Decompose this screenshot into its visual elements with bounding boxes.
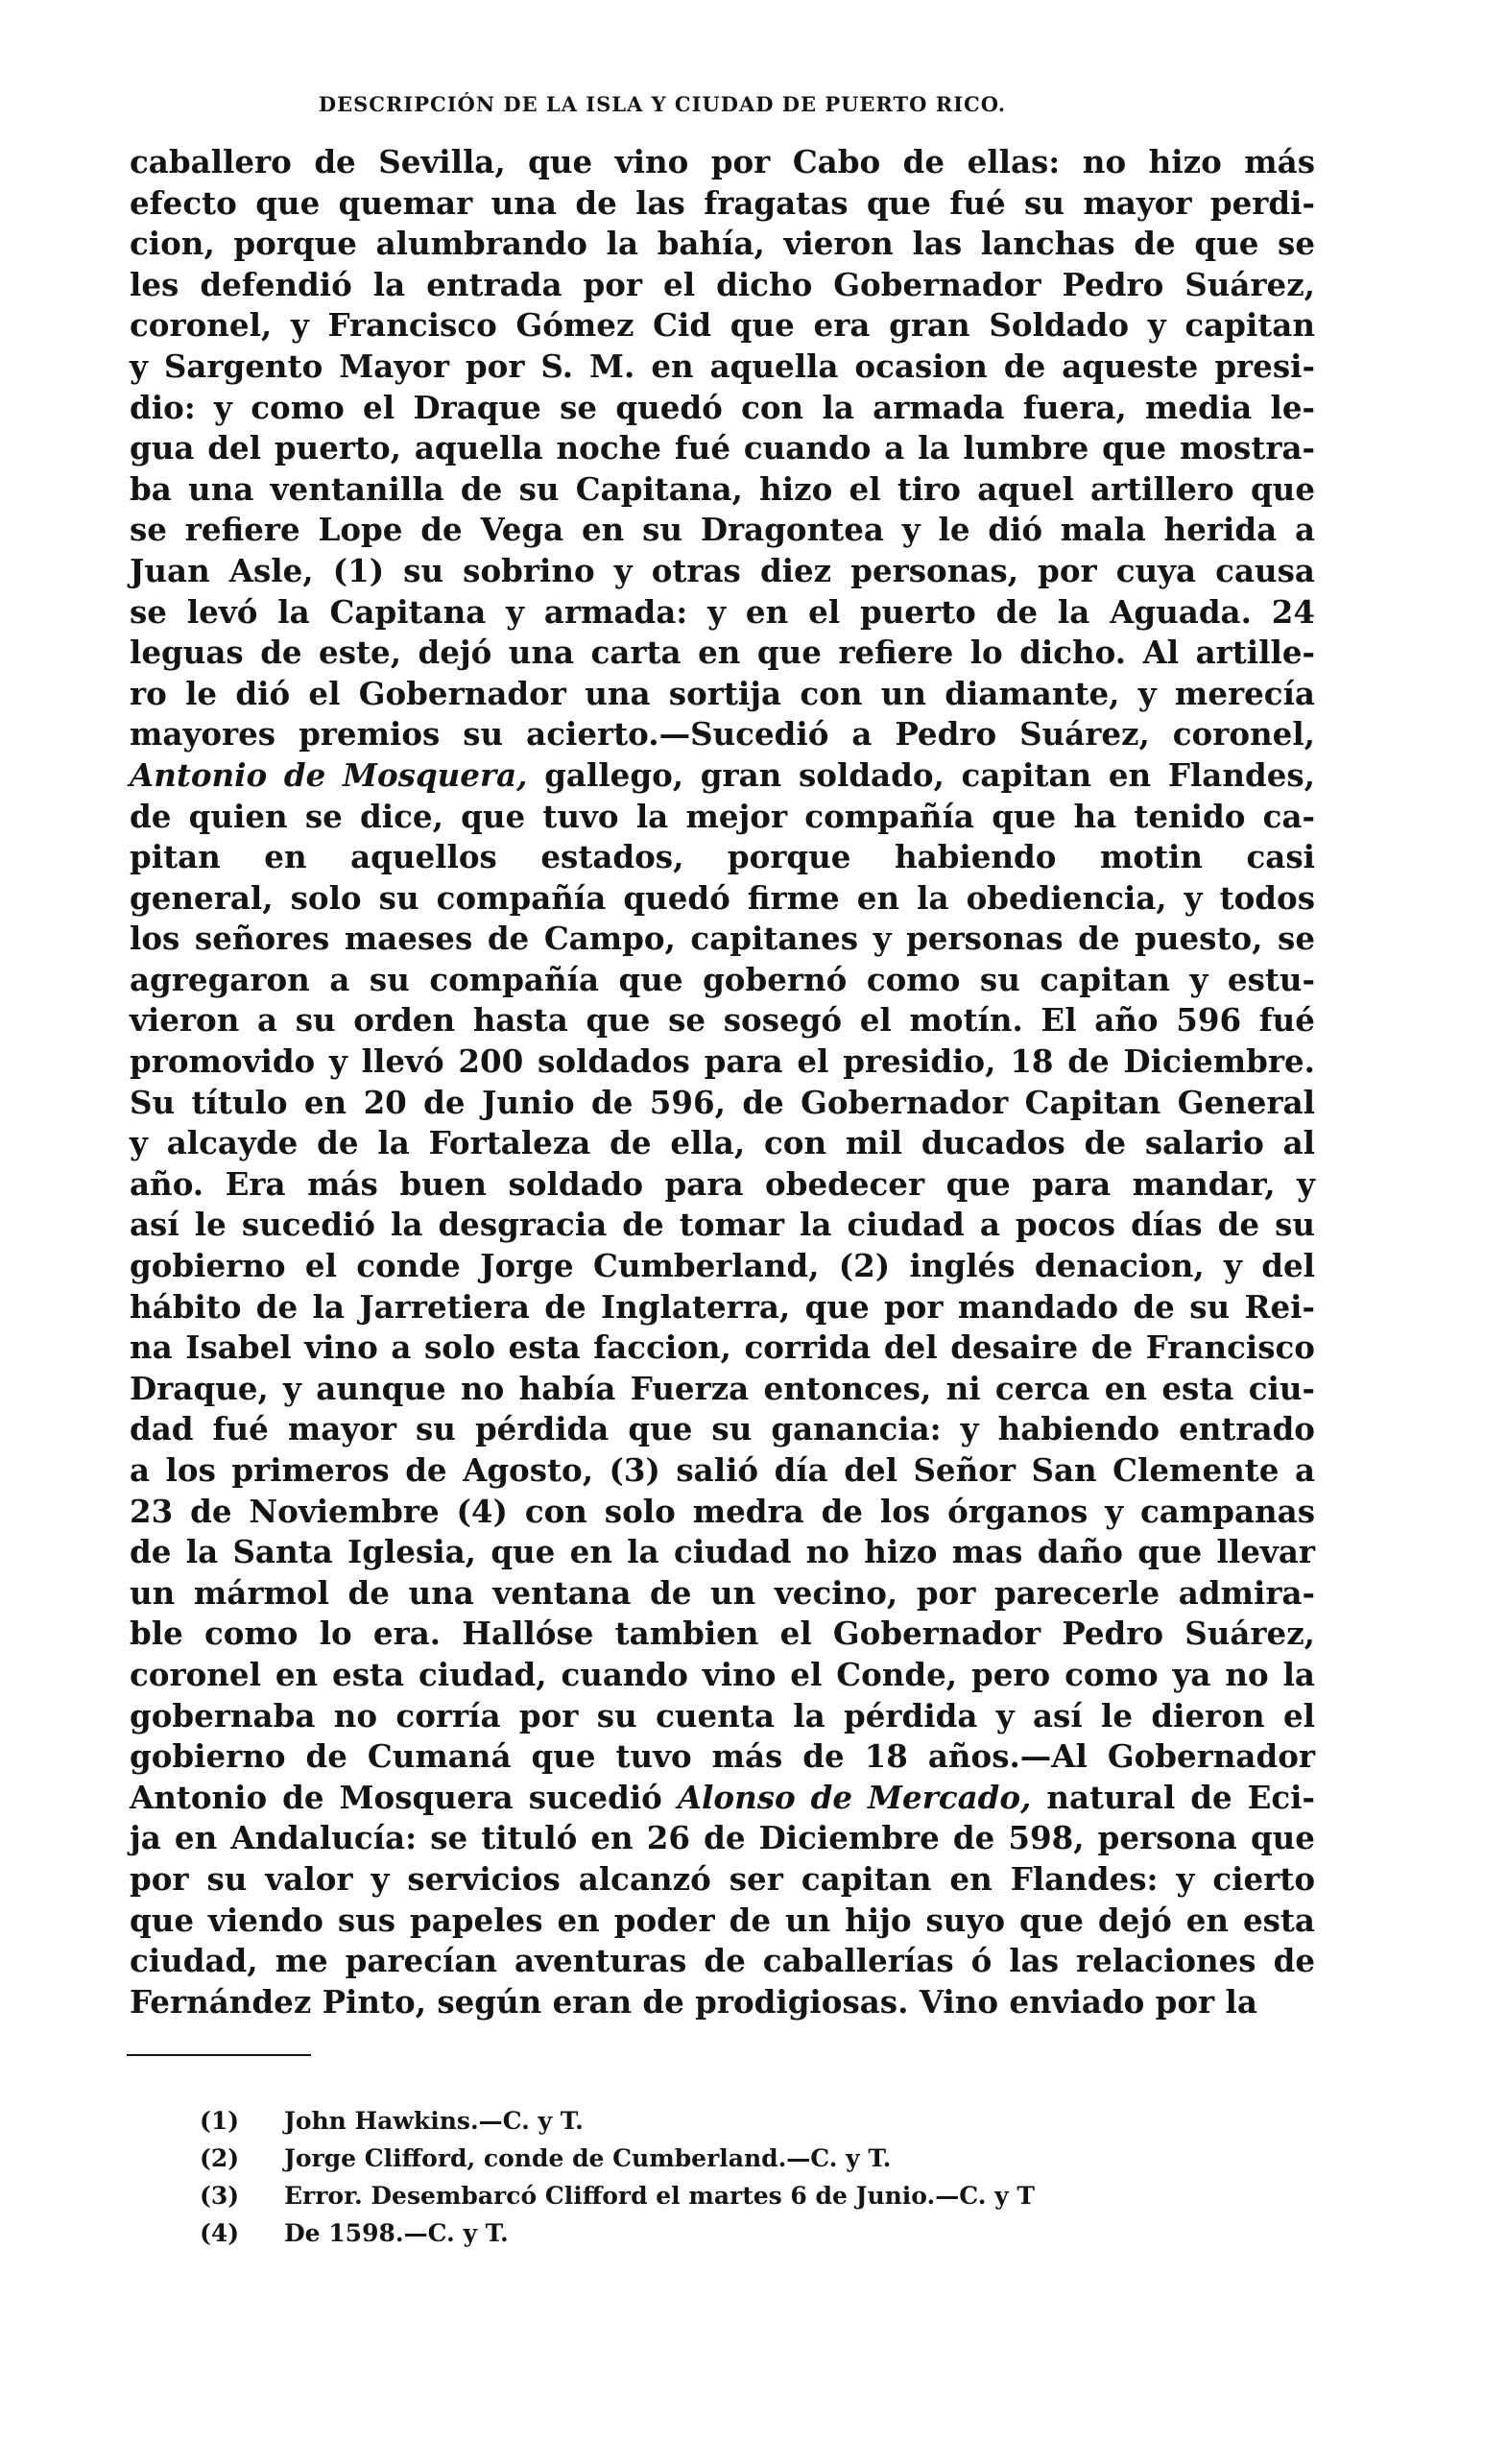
text-line [130,1246,1315,1287]
text-line [130,1083,1315,1124]
running-head: DESCRIPCIÓN DE LA ISLA Y CIUDAD DE PUERTO RICO. [318,92,1007,116]
text-line [130,1369,1315,1410]
text-segment: gobernaba no corría por su cuenta la pérdida y así le dieron el [130,1696,1315,1734]
text-line [130,1573,1315,1615]
text-line [130,1982,1315,2023]
text-line [130,1123,1315,1164]
text-segment: pitan en aquellos estados, porque habiendo motin casi [130,838,1315,876]
text-line [130,1655,1315,1696]
text-line [130,1205,1315,1246]
text-line [130,142,1315,183]
text-line [130,1450,1315,1492]
text-line [130,388,1315,429]
text-segment: coronel en esta ciudad, cuando vino el Conde, pero como ya no la [130,1655,1315,1693]
text-segment: Fernández Pinto, según eran de prodigiosas. Vino enviado por la [130,1982,1257,2021]
text-segment: así le sucedió la desgracia de tomar la ciudad a pocos días de su [130,1206,1315,1244]
footnote-text: Jorge Clifford, conde de Cumberland.—C. y T. [284,2144,892,2172]
text-segment: y Sargento Mayor por S. M. en aquella ocasion de aqueste presi- [130,347,1315,385]
text-line [130,510,1315,551]
text-line [130,1287,1315,1328]
text-line [130,1328,1315,1369]
text-segment: de la Santa Iglesia, que en la ciudad no hizo mas daño que llevar [130,1533,1315,1571]
text-segment: ba una ventanilla de su Capitana, hizo el tiro aquel artillero que [130,469,1315,508]
text-line [130,1778,1315,1819]
text-line [130,1696,1315,1737]
text-segment: caballero de Sevilla, que vino por Cabo de ellas: no hizo más [130,143,1315,180]
text-line [130,224,1315,265]
text-segment: agregaron a su compañía que gobernó como su capitan y estu- [130,960,1315,998]
text-line [130,1532,1315,1573]
text-segment: Antonio de Mosquera sucedió [130,1778,678,1816]
footnote-number: (1) [200,2107,240,2135]
text-line [130,305,1315,347]
text-line [130,428,1315,469]
text-line [130,551,1315,592]
italic-name: Antonio de Mosquera, [130,755,528,794]
text-segment: ro le dió el Gobernador una sortija con un diamante, y merecía [130,674,1315,712]
text-segment: se levó la Capitana y armada: y en el puerto de la Aguada. 24 [130,592,1315,631]
text-segment: a los primeros de Agosto, (3) salió día del Señor San Clemente a [130,1451,1315,1489]
footnote [200,2214,1275,2252]
text-line [130,347,1315,388]
footnote [200,2140,1275,2177]
footnote-text: De 1598.—C. y T. [284,2219,509,2247]
text-line [130,1614,1315,1655]
footnote-number: (4) [200,2219,240,2247]
text-line [130,797,1315,838]
text-line [130,878,1315,920]
text-line [130,265,1315,306]
text-segment: se refiere Lope de Vega en su Dragontea y le dió mala herida a [130,511,1315,549]
text-line [130,960,1315,1001]
text-segment: gobierno el conde Jorge Cumberland, (2) inglés denacion, y del [130,1247,1315,1285]
text-line [130,1736,1315,1778]
text-segment: les defendió la entrada por el dicho Gobernador Pedro Suárez, [130,265,1315,303]
text-segment: gallego, gran soldado, capitan en Flandes, [527,755,1315,794]
footnote-number: (3) [200,2182,240,2210]
text-segment: Juan Asle, (1) su sobrino y otras diez personas, por cuya causa [130,551,1315,589]
italic-name: Alonso de Mercado, [677,1778,1032,1816]
text-segment: Su título en 20 de Junio de 596, de Gobernador Capitan General [130,1083,1315,1121]
text-line [130,755,1315,797]
footnote-text: Error. Desembarcó Clifford el martes 6 de Junio.—C. y T [284,2182,1035,2210]
footnote [200,2102,1275,2140]
text-segment: y alcayde de la Fortaleza de ella, con mil ducados de salario al [130,1124,1315,1162]
text-line [130,1941,1315,1982]
text-line [130,1859,1315,1901]
text-segment: gua del puerto, aquella noche fué cuando a la lumbre que mostra- [130,429,1315,467]
text-line [130,837,1315,878]
footnote-number: (2) [200,2144,240,2172]
text-segment: dad fué mayor su pérdida que su ganancia: y habiendo entrado [130,1410,1315,1448]
text-segment: por su valor y servicios alcanzó ser capitan en Flandes: y cierto [130,1859,1315,1898]
body-text [130,142,1315,2022]
text-line [130,1818,1315,1859]
footnotes [200,2102,1275,2252]
text-segment: los señores maeses de Campo, capitanes y personas de puesto, se [130,920,1315,958]
text-segment: general, solo su compañía quedó firme en la obediencia, y todos [130,878,1315,917]
text-line [130,1164,1315,1206]
text-segment: Draque, y aunque no había Fuerza entonces, ni cerca en esta ciu- [130,1369,1315,1407]
text-segment: ble como lo era. Hallóse tambien el Gobernador Pedro Suárez, [130,1615,1315,1653]
text-segment: vieron a su orden hasta que se sosegó el motín. El año 596 fué [130,1001,1315,1040]
text-segment: hábito de la Jarretiera de Inglaterra, que por mandado de su Rei- [130,1287,1315,1326]
text-segment: promovido y llevó 200 soldados para el presidio, 18 de Diciembre. [130,1042,1315,1081]
text-segment: 23 de Noviembre (4) con solo medra de los órganos y campanas [130,1492,1315,1530]
footnote [200,2177,1275,2214]
text-line [130,633,1315,674]
footnote-rule [127,2054,311,2056]
text-segment: ciudad, me parecían aventuras de caballerías ó las relaciones de [130,1942,1315,1980]
text-segment: natural de Eci- [1031,1778,1315,1816]
text-segment: cion, porque alumbrando la bahía, vieron las lanchas de que se [130,225,1315,263]
footnote-text: John Hawkins.—C. y T. [284,2107,584,2135]
text-line [130,1901,1315,1942]
text-line [130,919,1315,960]
text-segment: dio: y como el Draque se quedó con la armada fuera, media le- [130,388,1315,426]
text-line [130,1409,1315,1450]
text-segment: na Isabel vino a solo esta faccion, corrida del desaire de Francisco [130,1328,1315,1367]
text-line [130,1000,1315,1041]
text-line [130,469,1315,511]
text-line [130,183,1315,225]
text-line [130,714,1315,755]
text-segment: coronel, y Francisco Gómez Cid que era gran Soldado y capitan [130,306,1315,345]
text-segment: un mármol de una ventana de un vecino, por parecerle admira- [130,1573,1315,1612]
text-line [130,592,1315,634]
text-segment: efecto que quemar una de las fragatas que fué su mayor perdi- [130,183,1315,222]
text-segment: leguas de este, dejó una carta en que refiere lo dicho. Al artille- [130,634,1315,672]
text-segment: año. Era más buen soldado para obedecer que para mandar, y [130,1164,1315,1203]
text-line [130,1492,1315,1533]
text-segment: que viendo sus papeles en poder de un hijo suyo que dejó en esta [130,1901,1315,1939]
text-segment: gobierno de Cumaná que tuvo más de 18 años.—Al Gobernador [130,1737,1315,1776]
text-segment: ja en Andalucía: se tituló en 26 de Diciembre de 598, persona que [130,1819,1315,1857]
text-line [130,674,1315,715]
text-line [130,1041,1315,1083]
text-segment: de quien se dice, que tuvo la mejor compañía que ha tenido ca- [130,797,1315,835]
text-segment: mayores premios su acierto.—Sucedió a Pedro Suárez, coronel, [130,715,1315,754]
